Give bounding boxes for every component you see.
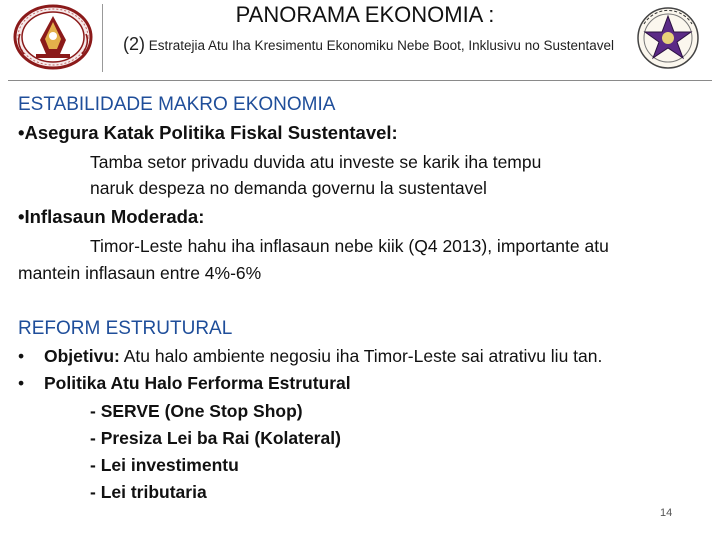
bullet-glyph: • xyxy=(18,346,25,366)
policy-item: - Lei investimentu xyxy=(90,455,239,475)
objective-label: Objetivu: xyxy=(44,346,120,366)
government-seal-logo xyxy=(6,4,100,70)
page-title: PANORAMA EKONOMIA : xyxy=(235,2,495,27)
bullet-fiscal-label: •Asegura Katak Politika Fiskal Sustentavel: xyxy=(18,122,398,143)
section-heading-macro: ESTABILIDADE MAKRO EKONOMIA xyxy=(18,94,336,115)
policy-item: - SERVE (One Stop Shop) xyxy=(90,401,303,421)
reform-bullet-list xyxy=(18,344,708,395)
page-number: 14 xyxy=(660,507,673,519)
policy-items xyxy=(90,398,341,506)
star-emblem-logo xyxy=(628,4,708,72)
list-item xyxy=(18,371,708,395)
bullet-inflation-label: •Inflasaun Moderada: xyxy=(18,206,205,227)
policy-label: Politika Atu Halo Ferforma Estrutural xyxy=(44,373,351,393)
header-divider-horizontal xyxy=(8,80,712,81)
page-subtitle xyxy=(96,33,641,57)
section-heading-reform: REFORM ESTRUTURAL xyxy=(18,318,233,339)
policy-item: - Presiza Lei ba Rai (Kolateral) xyxy=(90,428,341,448)
bullet-fiscal-line1: Tamba setor privadu duvida atu investe se karik iha tempu xyxy=(90,152,542,172)
bullet-fiscal-line2: naruk despeza no demanda governu la sustentavel xyxy=(90,178,487,198)
bullet-inflation-line2: mantein inflasaun entre 4%-6% xyxy=(18,263,262,283)
bullet-inflation-line1: Timor-Leste hahu iha inflasaun nebe kiik (Q4 2013), importante atu xyxy=(90,236,609,256)
objective-text: Atu halo ambiente negosiu iha Timor-Leste sai atrativu liu tan. xyxy=(123,346,603,366)
policy-item: - Lei tributaria xyxy=(90,482,207,502)
list-item xyxy=(18,344,708,368)
bullet-glyph: • xyxy=(18,373,25,393)
subtitle-number: (2) xyxy=(122,34,145,54)
subtitle-text: Estratejia Atu Iha Kresimentu Ekonomiku Nebe Boot, Inklusivu no Sustentavel xyxy=(148,38,615,53)
